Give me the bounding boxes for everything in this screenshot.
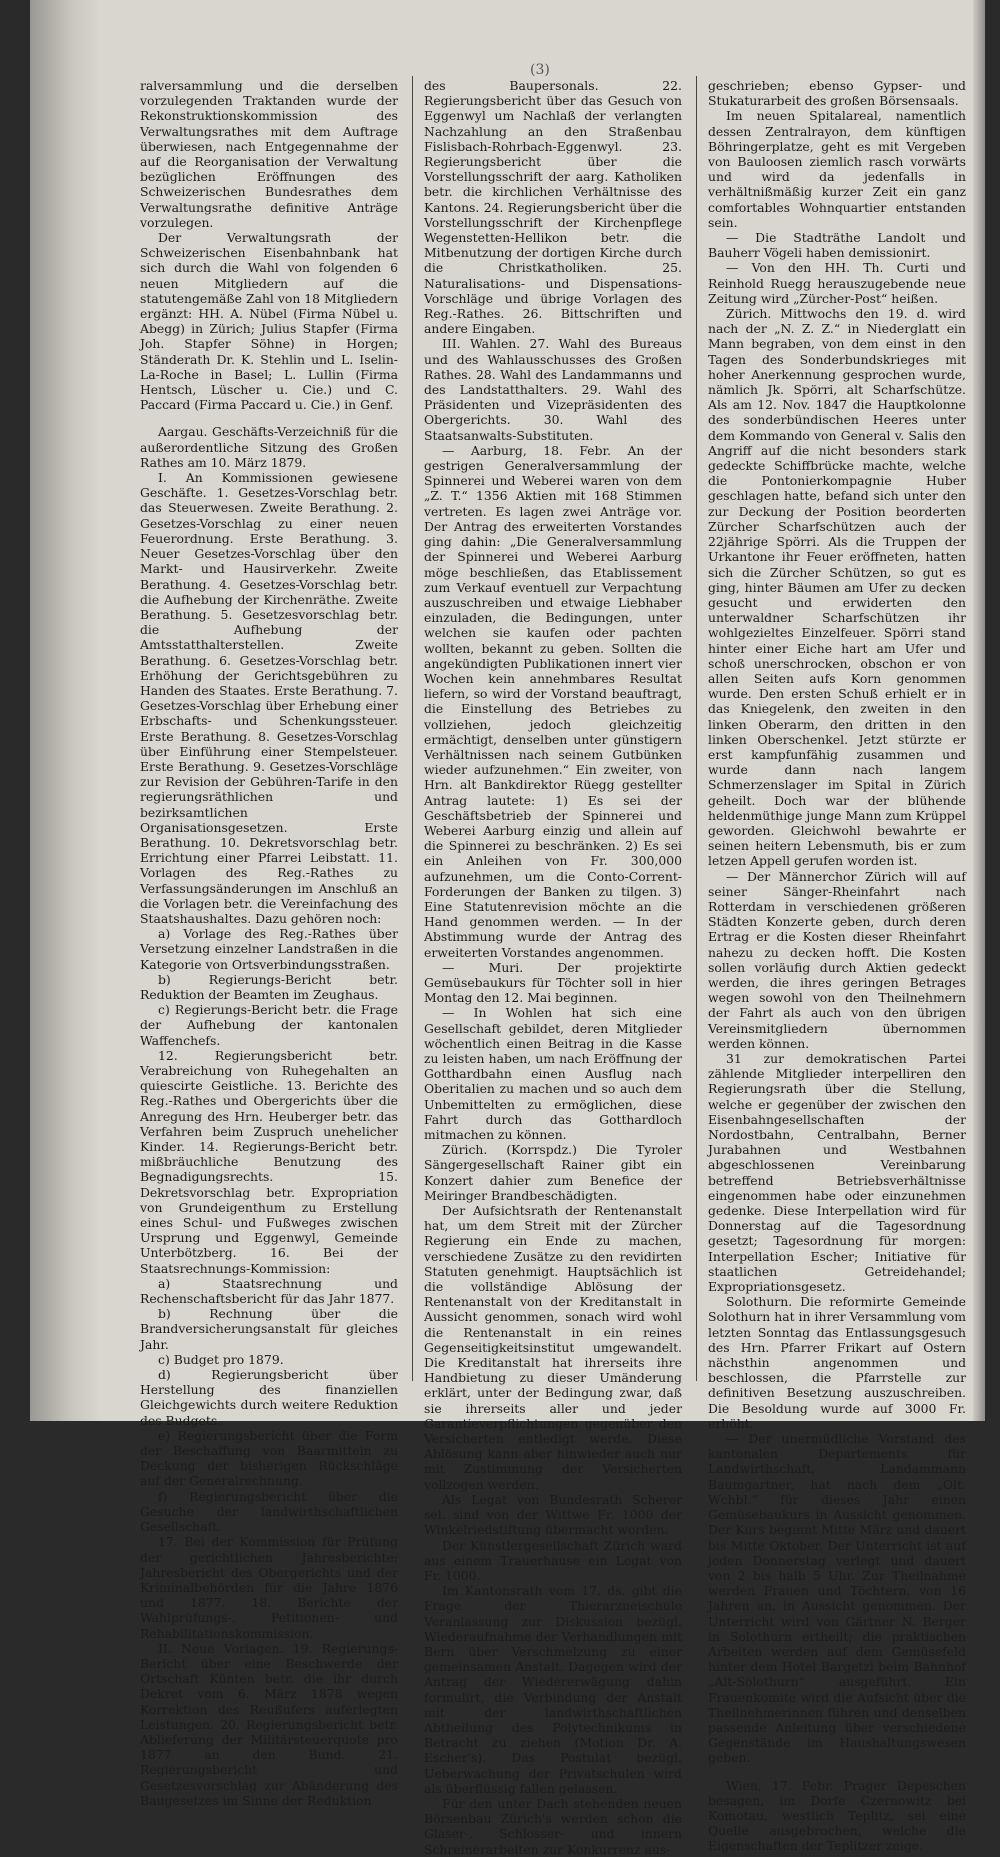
paragraph: Zürich. Mittwochs den 19. d. wird nach der „N. Z. Z.“ in Niederglatt ein Mann begraben, von dem einst in den Tagen des Sonderbundskrieges mit hoher Anerkennung gesprochen wurde, nämlich Jk. Spörri, alt Scharfschütze. Als am 12. Nov. 1847 die Hauptkolonne des sonderbündischen Heeres unter dem Kommando von General v. Salis den Angriff auf die nicht besonders stark gedeckte Schiffbrücke machte, welche die Pontonierkompagnie Huber geschlagen hatte, befand sich unter den zur Deckung der Position beorderten Zürcher Scharfschützen auch der 22jährige Spörri. Als die Truppen der Urkantone ihr Feuer eröffneten, hatten sich die Zürcher Schützen, so gut es ging, hinter Bäumen am Ufer zu decken gesucht und erwiderten den unterwaldner Scharfschützen ihr wohlgezieltes Einzelfeuer. Spörri stand hinter einer Eiche hart am Ufer und schoß unerschrocken, obschon er von allen Seiten aufs Korn genommen wurde. Den ersten Schuß erhielt er in das Kniegelenk, den zweiten in den linken Oberarm, den dritten in den linken Oberschenkel. Jetzt stürzte er erst kampfunfähig zusammen und wurde dann nach langem Schmerzenslager im Spital in Zürich geheilt. Doch war der blühende heldenmüthige junge Mann zum Krüppel geworden. Gleichwohl bewahrte er seinen heitern Lebensmuth, bis er zum letzen Appell gerufen worden ist.: [708, 306, 966, 869]
paragraph: Aargau. Geschäfts-Verzeichniß für die außerordentliche Sitzung des Großen Rathes am 10. März 1879.: [140, 424, 398, 470]
paragraph: b) Regierungs-Bericht betr. Reduktion der Beamten im Zeughaus.: [140, 971, 398, 1002]
paragraph: — Aarburg, 18. Febr. An der gestrigen Generalversammlung der Spinnerei und Weberei waren von dem „Z. T.“ 1356 Aktien mit 168 Stimmen vertreten. Es lagen zwei Anträge vor. Der Antrag des erweiterten Vorstandes ging dahin: „Die Generalversammlung der Spinnerei und Weberei Aarburg möge beschließen, das Etablissement zum Verkauf eventuell zur Verpachtung auszuschreiben und etwaige Liebhaber einzuladen, die Bedingungen, unter welchen sie kaufen oder pachten wollten, bekannt zu geben. Sollten die angekündigten Publikationen innert vier Wochen kein annehmbares Resultat liefern, so wird der Vorstand beauftragt, die Einstellung des Betriebes zu vollziehen, jedoch gleichzeitig ermächtigt, denselben unter günstigern Verhältnissen nach seinem Gutbünken wieder aufzunehmen.“ Ein zweiter, von Hrn. alt Bankdirektor Rüegg gestellter Antrag lautete: 1) Es sei der Geschäftsbetrieb der Spinnerei und Weberei Aarburg einzig und allein auf die Spinnerei zu beschränken. 2) Es sei ein Anleihen von Fr. 300,000 aufzunehmen, um die Conto-Corrent-Forderungen der Banken zu tilgen. 3) Eine Statutenrevision möchte an die Hand genommen werden. — In der Abstimmung wurde der Antrag des erweiterten Vorstandes angenommen.: [424, 442, 682, 960]
paragraph: — Der unermüdliche Vorstand des kantonalen Departements für Landwirthschaft, Landammann Baumgartner, hat nach dem „Olt. Wchbl.“ für dieses Jahr einen Gemüsebaukurs in Aussicht genommen. Der Kurs beginnt Mitte März und dauert bis Mitte Oktober. Der Unterricht ist auf jeden Donnerstag verlegt und dauert von 2 bis halb 5 Uhr. Zur Theilnahme werden Frauen und Töchtern, von 16 Jahren an, in Aussicht genommen. Der Unterricht wird von Gärtner N. Berger in Solothurn ertheilt; die praktischen Arbeiten werden auf dem Gemüsefeld hinter dem Hotel Bargetzi beim Bahnhof „Alt-Solothurn“ ausgeführt. Ein Frauenkomite wird die Aufsicht über die Theilnehmerinnen führen und denselben passende Anleitung über verschiedene Gegenstände im Haushaltungswesen geben.: [708, 1431, 966, 1766]
paragraph: 12. Regierungsbericht betr. Verabreichung von Ruhegehalten an quiescirte Geistliche. 13. Berichte des Reg.-Rathes und Obergerichts über die Anregung des Hrn. Heuberger betr. das Verfahren beim Zuspruch unehelicher Kinder. 14. Regierungs-Bericht betr. mißbräuchliche Benutzung des Begnadigungsrechts. 15. Dekretsvorschlag betr. Expropriation von Grundeigenthum zu Erstellung eines Schul- und Fußweges zwischen Ursprung und Eggenwyl, Gemeinde Unterbötzberg. 16. Bei der Staatsrechnungs-Kommission:: [140, 1047, 398, 1276]
paragraph: Der Aufsichtsrath der Rentenanstalt hat, um dem Streit mit der Zürcher Regierung ein Ende zu machen, verschiedene Zusätze zu den revidirten Statuten genehmigt. Hauptsächlich ist die vollständige Ablösung der Rentenanstalt von der Kreditanstalt in Aussicht genommen, sonach wird wohl die Rentenanstalt in ein reines Gegenseitigkeitsinstitut umgewandelt. Die Kreditanstalt hat ihrerseits ihre Handbietung zu dieser Umänderung erklärt, unter der Bedingung zwar, daß sie ihrerseits aller und jeder Garantieverpflichtungen gegenüber den Versicherten entledigt werde. Diese Ablösung kann aber hinwieder auch nur mit Zustimmung der Versicherten vollzogen werden.: [424, 1203, 682, 1492]
column-2: [424, 78, 682, 1857]
column-1: [140, 78, 398, 1808]
column-3: [708, 78, 966, 1854]
paragraph: Der Künstlergesellschaft Zürich ward aus einem Trauerhause ein Legat von Fr. 1000.: [424, 1537, 682, 1583]
paragraph: 31 zur demokratischen Partei zählende Mitglieder interpelliren den Regierungsrath über die Stellung, welche er gegenüber der zwischen den Eisenbahngesellschaften der Nordostbahn, Centralbahn, Berner Jurabahnen und Westbahnen abgeschlossenen Vereinbarung betreffend Betriebsverhältnisse eingenommen habe oder einzunehmen gedenke. Diese Interpellation wird für Donnerstag auf die Tagesordnung gesetzt; Tagesordnung für morgen: Interpellation Escher; Initiative für staatlichen Getreidehandel; Expropriationsgesetz.: [708, 1051, 966, 1295]
paragraph: II. Neue Vorlagen. 19. Regierungs-Bericht über eine Beschwerde der Ortschaft Künten betr. die ihr durch Dekret vom 6. März 1878 wegen Korrektion des Reußufers auferlegten Leistungen. 20. Regierungsbericht betr. Ablieferung der Militärsteuerquote pro 1877 an den Bund. 21. Regierungsbericht und Gesetzesvorschlag zur Abänderung des Baugesetzes im Sinne der Reduktion: [140, 1640, 398, 1808]
paragraph: a) Staatsrechnung und Rechenschaftsbericht für das Jahr 1877.: [140, 1275, 398, 1307]
newspaper-page: [30, 0, 985, 1857]
paragraph: e) Regierungsbericht über die Form der Beschaffung von Baarmitteln zu Deckung der bisherigen Rückschläge auf der Generalrechnung.: [140, 1427, 398, 1489]
column-rule-2: [696, 76, 697, 1381]
paragraph: — Die Stadträthe Landolt und Bauherr Vögeli haben demissionirt.: [708, 230, 966, 261]
paragraph: Im neuen Spitalareal, namentlich dessen Zentralrayon, dem künftigen Böhringerplatze, geht es mit Vergeben von Bauloosen ziemlich rasch vorwärts und wird da jedenfalls in verhältnißmäßig kurzer Zeit ein ganz comfortables Wohnquartier entstanden sein.: [708, 108, 966, 230]
paragraph: c) Regierungs-Bericht betr. die Frage der Aufhebung der kantonalen Waffenchefs.: [140, 1002, 398, 1048]
paragraph: Der Verwaltungsrath der Schweizerischen Eisenbahnbank hat sich durch die Wahl von folgenden 6 neuen Mitgliedern auf die statutengemäße Zahl von 18 Mitgliedern ergänzt: HH. A. Nübel (Firma Nübel u. Abegg) in Zürich; Julius Stapfer (Firma Joh. Stapfer Söhne) in Horgen; Ständerath Dr. K. Stehlin und L. Iselin-La-Roche in Basel; L. Lullin (Firma Hentsch, Lüscher u. Cie.) und C. Paccard (Firma Paccard u. Cie.) in Genf.: [140, 230, 398, 413]
paragraph: c) Budget pro 1879.: [158, 1351, 284, 1367]
paragraph: — Muri. Der projektirte Gemüsebaukurs für Töchter soll in hier Montag den 12. Mai beginnen.: [424, 959, 682, 1006]
page-number: (3): [530, 62, 550, 78]
paragraph: a) Vorlage des Reg.-Rathes über Versetzung einzelner Landstraßen in die Kategorie von Ortsverbindungsstraßen.: [140, 926, 398, 972]
paragraph: Als Legat von Bundesrath Scherer sel. sind von der Wittwe Fr. 1000 der Winkelriedstiftung übermacht worden.: [424, 1491, 682, 1538]
paragraph: Zürich. (Korrspdz.) Die Tyroler Sängergesellschaft Rainer gibt ein Konzert dahier zum Benefice der Meiringer Brandbeschädigten.: [424, 1142, 682, 1203]
paragraph: I. An Kommissionen gewiesene Geschäfte. 1. Gesetzes-Vorschlag betr. das Steuerwesen. Zweite Berathung. 2. Gesetzes-Vorschlag zu einer neuen Feuerordnung. Erste Berathung. 3. Neuer Gesetzes-Vorschlag über den Markt- und Hausirverkehr. Zweite Berathung. 4. Gesetzes-Vorschlag betr. die Aufhebung der Kirchenräthe. Zweite Berathung. 5. Gesetzesvorschlag betr. die Aufhebung der Amtsstatthalterstellen. Zweite Berathung. 6. Gesetzes-Vorschlag betr. Erhöhung der Gerichtsgebühren zu Handen des Staates. Erste Berathung. 7. Gesetzes-Vorschlag über Erhebung einer Erbschafts- und Schenkungssteuer. Erste Berathung. 8. Gesetzes-Vorschlag über Einführung einer Stempelsteuer. Erste Berathung. 9. Gesetzes-Vorschläge zur Revision der Gebühren-Tarife in den regierungsräthlichen und bezirksamtlichen Organisationsgesetzen. Erste Berathung. 10. Dekretsvorschlag betr. Errichtung einer Pfarrei Leibstatt. 11. Vorlagen des Reg.-Rathes zu Verfassungsänderungen im Anschluß an die Vorlagen betr. die Vereinfachung des Staatshaushaltes. Dazu gehören noch:: [140, 470, 398, 926]
paragraph: III. Wahlen. 27. Wahl des Bureaus und des Wahlausschusses des Großen Rathes. 28. Wahl des Landammanns und des Landstatthalters. 29. Wahl des Präsidenten und Vizepräsidenten des Obergerichts. 30. Wahl des Staatsanwalts-Substituten.: [424, 336, 682, 443]
paragraph: — In Wohlen hat sich eine Gesellschaft gebildet, deren Mitglieder wöchentlich einen Beitrag in die Kasse zu leisten haben, um nach Eröffnung der Gotthardbahn einen Ausflug nach Oberitalien zu machen und so auch dem Unbemittelten zu ermöglichen, diese Fahrt durch das Gotthardloch mitmachen zu können.: [424, 1005, 682, 1143]
paragraph: d) Regierungsbericht über Herstellung des finanziellen Gleichgewichts durch weitere Reduktion des Budgets.: [140, 1367, 398, 1428]
paragraph: Solothurn. Die reformirte Gemeinde Solothurn hat in ihrer Versammlung vom letzten Sonntag das Entlassungsgesuch des Hrn. Pfarrer Frikart auf Ostern nächsthin angenommen und beschlossen, die Pfarrstelle zur definitiven Besetzung auszuschreiben. Die Besoldung wurde auf 3000 Fr. erhöht.: [708, 1294, 966, 1431]
paragraph: Im Kantonsrath vom 17. ds. gibt die Frage der Thierarzneischule Veranlassung zur Diskussion bezügl. Wiederaufnahme der Verhandlungen mit Bern über Verschmelzung zu einer gemeinsamen Anstalt. Dagegen wird der Antrag der Wiedererwägung dahin formulirt, die Verbindung der Anstalt mit der landwirthschaftlichen Abtheilung des Polytechnikums in Betracht zu ziehen (Motion Dr. A. Escher's). Das Postulat bezügl. Ueberwachung der Privatschulen wird als überflüssig fallen gelassen.: [424, 1583, 682, 1796]
paragraph: f) Regierungsbericht über die Gesuche der landwirthschaftlichen Gesellschaft.: [140, 1488, 398, 1535]
paragraph: — Der Männerchor Zürich will auf seiner Sänger-Rheinfahrt nach Rotterdam in verschiedenen größeren Städten Konzerte geben, durch deren Ertrag er die Kosten dieser Rheinfahrt nahezu zu decken hofft. Die Kosten sollen vorläufig durch Aktien gedeckt werden, die ihres geringen Betrages wegen sowohl von den Theilnehmern der Fahrt als auch von den übrigen Vereinsmitgliedern übernommen werden können.: [708, 868, 966, 1051]
paragraph: b) Rechnung über die Brandversicherungsanstalt für gleiches Jahr.: [140, 1306, 398, 1352]
paragraph: Für den unter Dach stehenden neuen Börsenbau Zürich's werden schon die Glaser-, Schlosser- und innern Schreinerarbeiten zur Konkurrenz aus-: [424, 1795, 682, 1857]
paragraph: des Baupersonals. 22. Regierungsbericht über das Gesuch von Eggenwyl um Nachlaß der verlangten Nachzahlung an den Straßenbau Fislisbach-Rohrbach-Eggenwyl. 23. Regierungsbericht über die Vorstellungsschrift der aarg. Katholiken betr. die kirchlichen Verhältnisse des Kantons. 24. Regierungsbericht über die Vorstellungsschrift der Kirchenpflege Wegenstetten-Hellikon betr. die Mitbenutzung der dortigen Kirche durch die Christkatholiken. 25. Naturalisations- und Dispensations-Vorschläge und übrige Vorlagen des Reg.-Rathes. 26. Bittschriften und andere Eingaben.: [424, 78, 682, 337]
paragraph: ralversammlung und die derselben vorzulegenden Traktanden wurde der Rekonstruktionskommission des Verwaltungsrathes mit dem Auftrage überwiesen, nach Entgegennahme der auf die Reorganisation der Verwaltung bezüglichen Eröffnungen des Schweizerischen Bundesrathes dem Verwaltungsrathe definitive Anträge vorzulegen.: [140, 78, 398, 230]
paragraph: 17. Bei der Kommission für Prüfung der gerichtlichen Jahresberichte: Jahresbericht des Obergerichts und der Kriminalbehörden für die Jahre 1876 und 1877. 18. Berichte der Wahlprüfungs-, Petitionen- und Rehabilitationskommission.: [140, 1534, 398, 1641]
paragraph: geschrieben; ebenso Gypser- und Stukaturarbeit des großen Börsensaals.: [708, 78, 966, 109]
column-rule-1: [412, 76, 413, 1381]
paragraph: — Von den HH. Th. Curti und Reinhold Ruegg herauszugebende neue Zeitung wird „Zürcher-Post“ heißen.: [708, 260, 966, 306]
paragraph: Wien, 17. Febr. Prager Depeschen besagen, im Dorfe Czernowitz bei Komotau, westlich Teplitz, sei eine Quelle ausgebrochen, welche die Eigenschaften der Teplitzer zeige.: [708, 1777, 966, 1854]
page-edge: [973, 0, 985, 1421]
